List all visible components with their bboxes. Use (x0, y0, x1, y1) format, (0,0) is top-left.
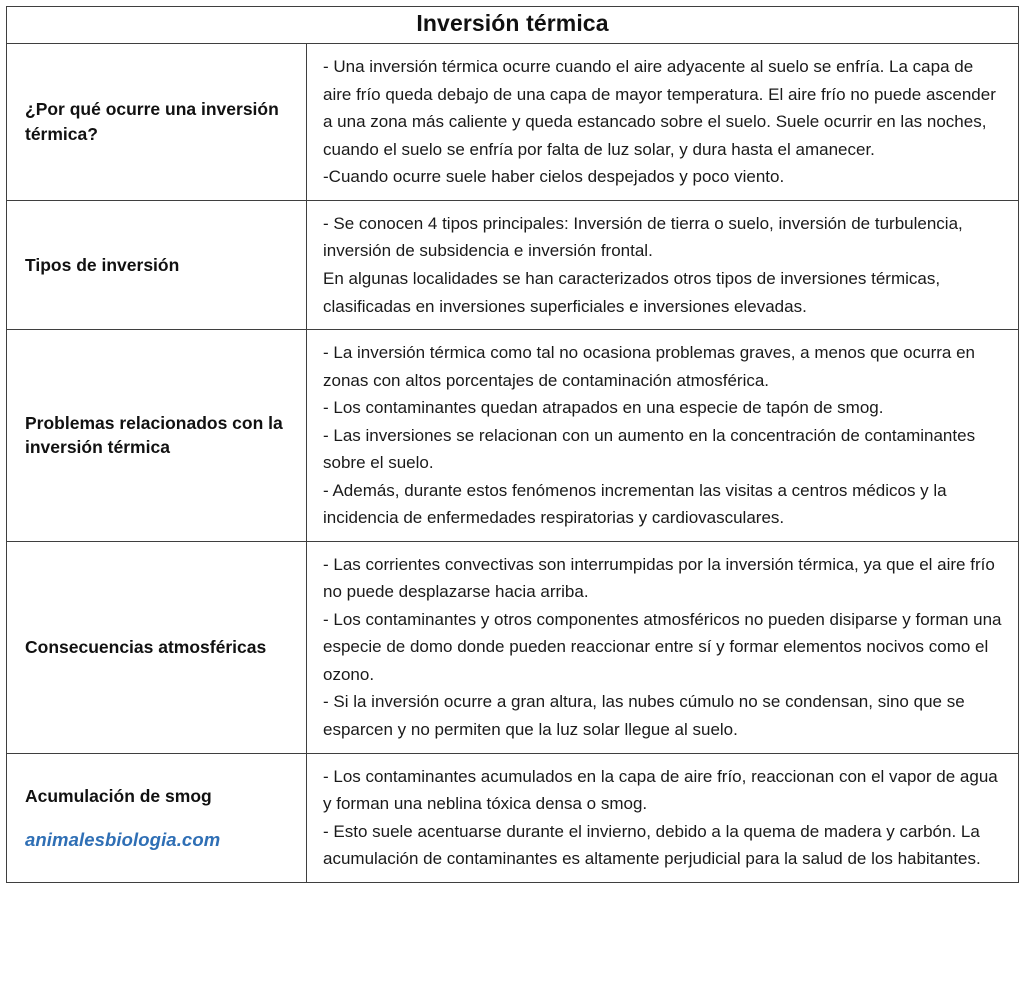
table-title-cell (7, 7, 1019, 44)
table-row (7, 200, 1019, 329)
row-body-cell (307, 753, 1019, 882)
body-paragraph: - Los contaminantes acumulados en la capa de aire frío, reaccionan con el vapor de agua y forman una neblina tóxica densa o smog. (323, 766, 998, 814)
row-body-cell (307, 330, 1019, 542)
row-label: Consecuencias atmosféricas (25, 636, 267, 657)
row-body (323, 339, 1002, 532)
row-body-cell (307, 541, 1019, 753)
table-title-row (7, 7, 1019, 44)
table-row (7, 541, 1019, 753)
row-label-cell (7, 541, 307, 753)
row-body-cell (307, 200, 1019, 329)
row-body (323, 53, 1002, 191)
body-paragraph: En algunas localidades se han caracterizados otros tipos de inversiones térmicas, clasificadas en inversiones superficiales e inversiones elevadas. (323, 269, 941, 316)
body-paragraph: - Los contaminantes y otros componentes atmosféricos no pueden disiparse y forman una especie de domo donde pueden reaccionar entre sí y formar elementos nocivos como el ozono. (323, 609, 1002, 684)
page-title: Inversión térmica (416, 10, 609, 36)
row-label: ¿Por qué ocurre una inversión térmica? (25, 99, 279, 145)
table-row (7, 44, 1019, 201)
body-paragraph: - Una inversión térmica ocurre cuando el aire adyacente al suelo se enfría. La capa de aire frío queda debajo de una capa de mayor temperatura. El aire frío no puede ascender a una zona más caliente y queda estancado sobre el suelo. Suele ocurrir en las noches, cuando el suelo se enfría por falta de luz solar, y dura hasta el amanecer. (323, 57, 996, 159)
row-body (323, 210, 1002, 320)
row-label: Tipos de inversión (25, 254, 180, 275)
row-body-cell (307, 44, 1019, 201)
body-paragraph: - Esto suele acentuarse durante el invierno, debido a la quema de madera y carbón. La acumulación de contaminantes es altamente perjudicial para la salud de los habitantes. (323, 821, 981, 869)
row-body (323, 763, 1002, 873)
row-label: Problemas relacionados con la inversión térmica (25, 412, 283, 458)
row-label-cell (7, 330, 307, 542)
row-label-cell (7, 200, 307, 329)
body-paragraph: -Cuando ocurre suele haber cielos despejados y poco viento. (323, 167, 785, 187)
row-label-cell (7, 753, 307, 882)
row-label-cell (7, 44, 307, 201)
row-label: Acumulación de smog (25, 786, 212, 807)
table-row (7, 330, 1019, 542)
body-paragraph: - Los contaminantes quedan atrapados en una especie de tapón de smog. (323, 398, 884, 418)
site-watermark: animalesbiologia.com (25, 828, 221, 850)
inversion-termica-table (6, 6, 1019, 883)
body-paragraph: - Las corrientes convectivas son interrumpidas por la inversión térmica, ya que el aire frío no puede desplazarse hacia arriba. (323, 554, 995, 602)
body-paragraph: - Las inversiones se relacionan con un aumento en la concentración de contaminantes sobre el suelo. (323, 425, 976, 473)
table-row (7, 753, 1019, 882)
table-body (7, 7, 1019, 883)
body-paragraph: - Además, durante estos fenómenos incrementan las visitas a centros médicos y la incidencia de enfermedades respiratorias y cardiovasculares. (323, 480, 947, 528)
body-paragraph: - Se conocen 4 tipos principales: Inversión de tierra o suelo, inversión de turbulencia, inversión de subsidencia e inversión frontal. (323, 213, 963, 261)
row-body (323, 551, 1002, 744)
body-paragraph: - La inversión térmica como tal no ocasiona problemas graves, a menos que ocurra en zonas con altos porcentajes de contaminación atmosférica. (323, 343, 976, 390)
body-paragraph: - Si la inversión ocurre a gran altura, las nubes cúmulo no se condensan, sino que se esparcen y no permiten que la luz solar llegue al suelo. (323, 692, 965, 739)
